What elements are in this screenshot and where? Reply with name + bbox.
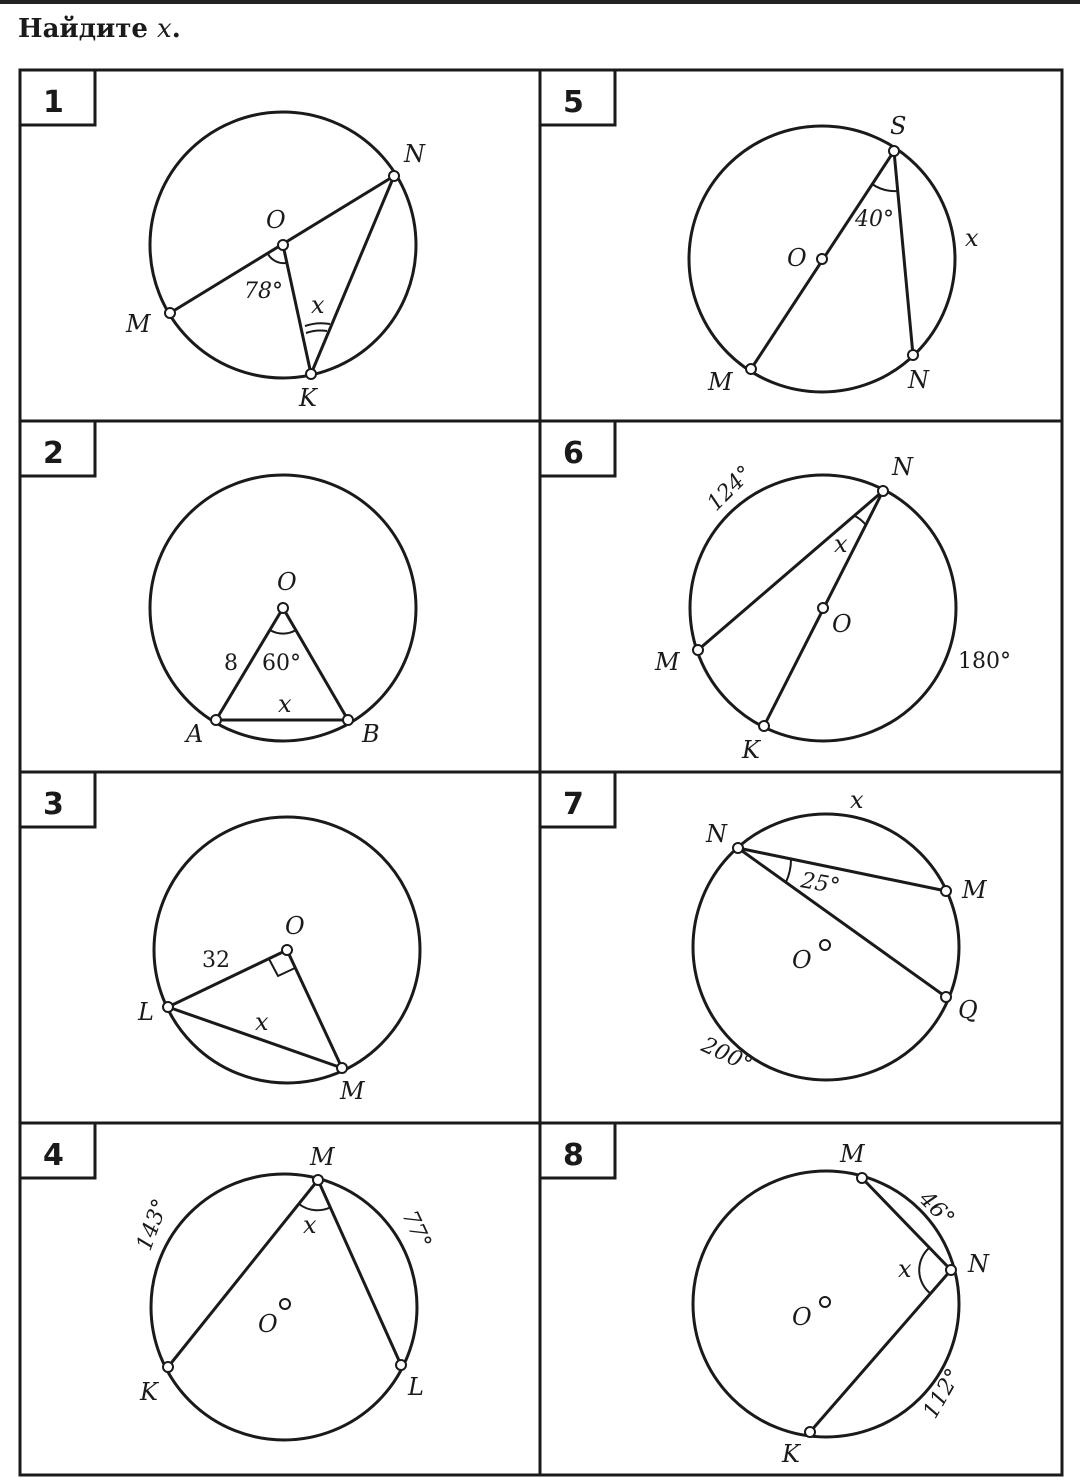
chord-sn (894, 151, 913, 355)
point-o (282, 945, 292, 955)
point-m (941, 886, 951, 896)
label-k: K (742, 736, 760, 764)
problem-number: 7 (563, 787, 584, 822)
problem-4 (20, 1123, 436, 1440)
arc-value-2: 112° (918, 1364, 967, 1423)
unknown-x: x (311, 291, 325, 319)
point-k (759, 721, 769, 731)
angle-value: 25° (798, 868, 842, 900)
label-m: M (310, 1143, 335, 1171)
problem-number: 5 (563, 85, 584, 120)
problem-number: 8 (563, 1138, 584, 1173)
angle-value: 60° (262, 651, 301, 676)
angle-value: 78° (244, 279, 283, 304)
point-o (820, 1297, 830, 1307)
point-s (889, 146, 899, 156)
label-n: N (968, 1250, 989, 1278)
task-title-end: . (171, 14, 181, 44)
label-o: O (285, 912, 305, 940)
label-m: M (708, 368, 733, 396)
problem-number: 1 (43, 85, 64, 120)
point-o (817, 254, 827, 264)
point-m (693, 645, 703, 655)
label-n: N (908, 366, 929, 394)
chord-nm (698, 491, 883, 650)
point-l (163, 1002, 173, 1012)
problem-number: 3 (43, 787, 64, 822)
angle-arc (786, 860, 791, 882)
label-s: S (890, 112, 907, 140)
label-o: O (787, 244, 807, 272)
task-title-text: Найдите (18, 14, 148, 44)
label-m: M (962, 876, 987, 904)
arc-value-1: 143° (132, 1195, 174, 1255)
problem-1 (20, 70, 426, 412)
point-n (733, 843, 743, 853)
angle-arc-x-2 (305, 323, 330, 326)
label-o: O (258, 1310, 278, 1338)
point-o (278, 603, 288, 613)
label-n: N (892, 453, 913, 481)
unknown-x: x (834, 530, 848, 558)
angle-arc (270, 630, 296, 634)
label-n: N (706, 820, 727, 848)
problem-number: 2 (43, 436, 64, 471)
arc-value-1: 124° (702, 461, 758, 517)
unknown-x: x (898, 1255, 912, 1283)
unknown-x: x (278, 690, 292, 718)
point-o (278, 240, 288, 250)
point-n (908, 350, 918, 360)
angle-value: 40° (855, 207, 894, 232)
problem-2 (20, 421, 416, 748)
chord-nk (311, 176, 394, 374)
label-b: B (362, 720, 380, 748)
problem-7 (540, 772, 988, 1080)
problem-number: 4 (43, 1138, 64, 1173)
problem-3 (20, 772, 420, 1105)
point-l (396, 1360, 406, 1370)
angle-arc (299, 1204, 331, 1210)
angle-arc (919, 1248, 931, 1294)
arc-value-2: 180° (958, 649, 1011, 674)
point-o (280, 1299, 290, 1309)
chord-mk (168, 1180, 318, 1367)
unknown-x: x (965, 224, 979, 252)
label-o: O (832, 610, 852, 638)
problem-5 (540, 70, 979, 396)
label-l: L (408, 1373, 424, 1401)
point-b (343, 715, 353, 725)
label-n: N (404, 140, 425, 168)
point-a (211, 715, 221, 725)
arc-value-2: 77° (396, 1206, 436, 1253)
label-k: K (299, 384, 317, 412)
arc-value-1: 200° (697, 1032, 757, 1078)
angle-arc (268, 254, 286, 263)
label-o: O (792, 1303, 812, 1331)
point-m (337, 1063, 347, 1073)
point-k (306, 369, 316, 379)
point-q (941, 992, 951, 1002)
label-q: Q (958, 996, 978, 1024)
label-a: A (186, 720, 204, 748)
label-l: L (138, 998, 154, 1026)
unknown-x: x (255, 1008, 269, 1036)
label-k: K (782, 1440, 800, 1468)
label-k: K (140, 1378, 158, 1406)
point-o (820, 940, 830, 950)
point-k (163, 1362, 173, 1372)
label-m: M (126, 310, 151, 338)
point-m (313, 1175, 323, 1185)
task-title-variable: x (157, 14, 172, 44)
point-n (878, 486, 888, 496)
unknown-x: x (303, 1211, 317, 1239)
point-o (818, 603, 828, 613)
point-m (857, 1173, 867, 1183)
point-k (805, 1427, 815, 1437)
angle-arc-x (306, 330, 327, 333)
point-m (165, 308, 175, 318)
radius-ok (283, 245, 311, 374)
unknown-x: x (850, 786, 864, 814)
problem-number: 6 (563, 436, 584, 471)
label-m: M (655, 648, 680, 676)
side-value: 32 (202, 948, 230, 973)
arc-value-1: 46° (913, 1186, 960, 1232)
problem-6 (540, 421, 1011, 764)
label-m: M (840, 1140, 865, 1168)
side-value: 8 (224, 651, 238, 676)
label-o: O (792, 946, 812, 974)
angle-arc (872, 184, 898, 191)
point-n (389, 171, 399, 181)
angle-arc (855, 516, 866, 525)
problem-8 (540, 1123, 990, 1468)
point-m (746, 364, 756, 374)
point-n (946, 1265, 956, 1275)
label-o: O (266, 206, 286, 234)
label-m: M (340, 1077, 365, 1105)
label-o: O (277, 568, 297, 596)
